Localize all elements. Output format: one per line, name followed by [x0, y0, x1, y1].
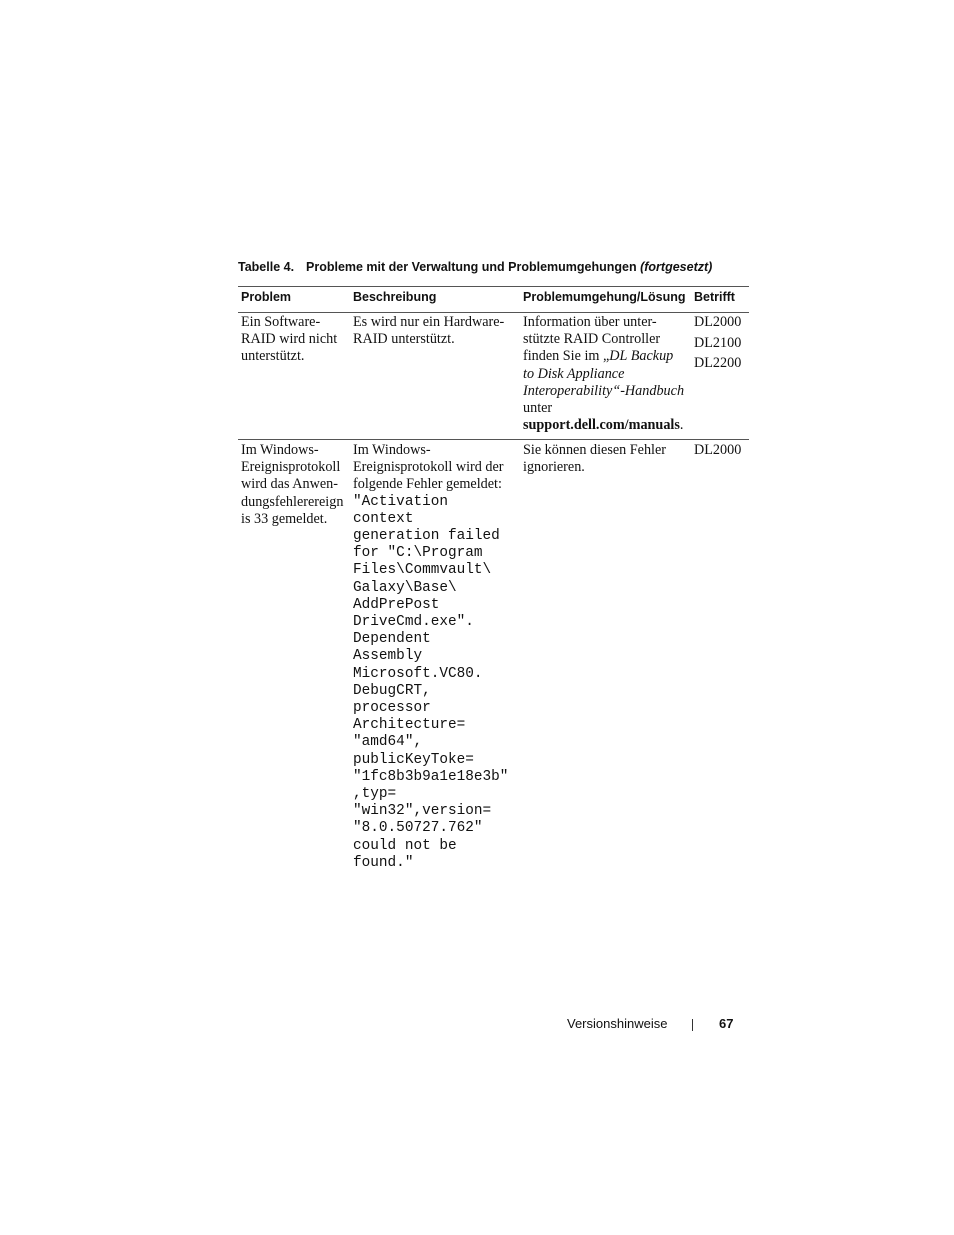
code-line: DebugCRT, [353, 682, 431, 699]
code-line: generation failed [353, 528, 500, 545]
code-line: found." [353, 854, 414, 871]
row1-description: Es wird nur ein Hardware- RAID unterstützt. [353, 314, 505, 348]
code-line: Galaxy\Base\ [353, 579, 457, 596]
table-header-rule [238, 312, 749, 313]
row1-problem: Ein Software- RAID wird nicht unterstützt. [241, 314, 338, 365]
page-number: 67 [719, 1016, 734, 1031]
code-line: AddPrePost [353, 596, 440, 613]
code-line: Files\Commvault\ [353, 562, 492, 579]
code-line: "8.0.50727.762" [353, 820, 483, 837]
table-top-rule [238, 286, 749, 287]
code-line: publicKeyToke= [353, 751, 474, 768]
row1-products: DL2000 DL2100 DL2200 [694, 314, 742, 371]
header-problemumgehung: Problemumgehung/Lösung [523, 290, 686, 304]
code-line: Architecture= [353, 717, 466, 734]
code-line: ,typ= [353, 786, 397, 803]
code-line: DriveCmd.exe". [353, 614, 474, 631]
code-line: Microsoft.VC80. [353, 665, 483, 682]
row2-products: DL2000 [694, 442, 742, 458]
row2-description: Im Windows- Ereignisprotokoll wird der folgende Fehler gemeldet: "Activation context generation failed for "C:\Program Files\Commvault\ Galaxy\Base\ AddPrePost DriveCmd.exe". Dependent Assembly Microsoft.VC80. DebugCRT, processor Architecture= "amd64", publicKeyToke= "1fc8b3b9a1e18e3b" ,typ= "win32",version= "8.0.50727.762" could not be found." [353, 442, 521, 872]
footer-section-title: Versionshinweise [567, 1016, 668, 1031]
code-line: Dependent [353, 631, 431, 648]
error-message-code [353, 494, 521, 872]
table-caption [238, 260, 712, 274]
code-line: processor [353, 700, 431, 717]
footer-divider [692, 1019, 693, 1031]
header-problem: Problem [241, 290, 292, 304]
code-line: "amd64", [353, 734, 423, 751]
row2-workaround: Sie können diesen Fehler ignorieren. [523, 442, 667, 476]
manual-title: DL Backup [609, 348, 674, 365]
header-betrifft: Betrifft [694, 290, 735, 304]
table-caption-note: (fortgesetzt) [640, 260, 713, 274]
row2-problem: Im Windows- Ereignisprotokoll wird das Anwen- dungsfehlerereign is 33 gemeldet. [241, 442, 344, 527]
row1-workaround: Information über unter- stützte RAID Controller finden Sie im „DL Backup to Disk Appliance Interoperability“-Handbuch unter support.dell.com/manuals. [523, 314, 685, 434]
code-line: Assembly [353, 648, 423, 665]
code-line: could not be [353, 837, 457, 854]
code-line: context [353, 510, 414, 527]
code-line: "Activation [353, 493, 448, 510]
code-line: "1fc8b3b9a1e18e3b" [353, 768, 509, 785]
table-caption-title: Probleme mit der Verwaltung und Problemumgehungen [306, 260, 637, 274]
code-line: for "C:\Program [353, 545, 483, 562]
support-url: support.dell.com/manuals [523, 417, 680, 434]
table-row-divider [238, 439, 749, 440]
table-caption-label: Tabelle 4. [238, 260, 295, 274]
code-line: "win32",version= [353, 803, 492, 820]
header-beschreibung: Beschreibung [353, 290, 437, 304]
